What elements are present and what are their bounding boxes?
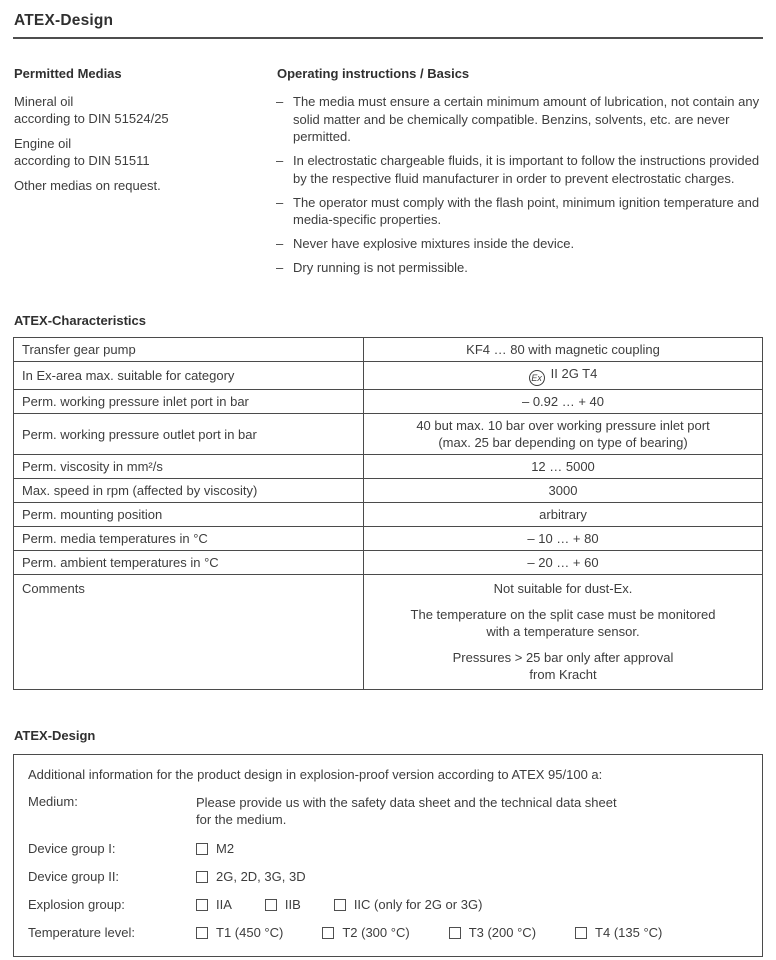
field-label: Medium: [28, 794, 78, 809]
checkbox-option [265, 897, 301, 912]
comment-line: Pressures > 25 bar only after approval [452, 650, 674, 665]
characteristics-table [13, 337, 763, 690]
form-row-explosion-group [28, 897, 748, 912]
media-line: according to DIN 51524/25 [14, 111, 169, 126]
list-item [14, 135, 276, 169]
field-label: Temperature level: [28, 925, 135, 940]
checkbox-iib[interactable] [265, 899, 277, 911]
table-row [14, 362, 763, 390]
row-value: KF4 … 80 with magnetic coupling [364, 338, 763, 362]
permitted-medias-heading: Permitted Medias [14, 66, 122, 81]
checkbox-m2[interactable] [196, 843, 208, 855]
characteristics-heading: ATEX-Characteristics [14, 313, 146, 328]
checkbox-label: IIA [216, 897, 232, 912]
row-label: In Ex-area max. suitable for category [14, 362, 364, 390]
list-item [276, 93, 763, 146]
table-row [14, 455, 763, 479]
media-line: Mineral oil [14, 94, 74, 109]
form-row-device-group-1 [28, 841, 748, 856]
checkbox-label: T1 (450 °C) [216, 925, 284, 940]
list-item [276, 235, 763, 253]
row-label: Perm. viscosity in mm²/s [14, 455, 364, 479]
instruction-text: In electrostatic chargeable fluids, it is important to follow the instructions provided by the respective fluid manufacturer in order to prevent electrostatic charges. [293, 153, 760, 186]
options-group [196, 925, 748, 940]
operating-instructions-heading: Operating instructions / Basics [277, 66, 470, 81]
dash-bullet-icon [276, 152, 293, 187]
checkbox-t3[interactable] [449, 927, 461, 939]
dash-bullet-icon [276, 93, 293, 146]
value-line: 40 but max. 10 bar over working pressure inlet port [416, 418, 710, 433]
row-value [364, 575, 763, 690]
comment-paragraph [372, 606, 754, 640]
dash-bullet-icon [276, 194, 293, 229]
row-label: Transfer gear pump [14, 338, 364, 362]
checkbox-label: M2 [216, 841, 235, 856]
checkbox-label: T4 (135 °C) [595, 925, 663, 940]
comment-line: Not suitable for dust-Ex. [493, 581, 633, 596]
table-row [14, 338, 763, 362]
table-row [14, 551, 763, 575]
row-label: Comments [14, 575, 364, 690]
checkbox-iia[interactable] [196, 899, 208, 911]
dash-bullet-icon [276, 235, 293, 253]
comment-paragraph [372, 649, 754, 683]
instruction-text: Never have explosive mixtures inside the device. [293, 236, 575, 251]
table-row [14, 575, 763, 690]
row-label: Perm. mounting position [14, 503, 364, 527]
value-line: (max. 25 bar depending on type of bearing) [438, 435, 688, 450]
row-label: Perm. working pressure outlet port in bar [14, 414, 364, 455]
checkbox-t1[interactable] [196, 927, 208, 939]
list-item [14, 177, 276, 194]
form-row-temperature-level [28, 925, 748, 940]
options-group [196, 897, 748, 912]
media-line: Engine oil [14, 136, 72, 151]
table-row [14, 414, 763, 455]
checkbox-option [334, 897, 483, 912]
medias-and-instructions-section [13, 66, 763, 283]
options-group [196, 869, 748, 884]
category-value: II 2G T4 [550, 366, 598, 381]
atex-design-form [13, 754, 763, 957]
checkbox-label: T2 (300 °C) [342, 925, 410, 940]
checkbox-label: IIB [284, 897, 301, 912]
list-item [14, 93, 276, 127]
row-value [364, 362, 763, 390]
row-value: 12 … 5000 [364, 455, 763, 479]
list-item [276, 152, 763, 187]
row-value [364, 414, 763, 455]
row-value: – 20 … + 60 [364, 551, 763, 575]
form-intro-text: Additional information for the product design in explosion-proof version according to ATEX 95/100 a: [28, 767, 603, 782]
form-row-medium [28, 794, 748, 828]
list-item [276, 259, 763, 277]
media-line: according to DIN 51511 [14, 153, 150, 168]
ex-atex-icon: Ex [529, 370, 545, 386]
field-label: Device group II: [28, 869, 120, 884]
instruction-text: The operator must comply with the flash point, minimum ignition temperature and media-specific properties. [293, 194, 760, 227]
checkbox-label: 2G, 2D, 3G, 3D [216, 869, 306, 884]
checkbox-iic[interactable] [334, 899, 346, 911]
row-label: Perm. working pressure inlet port in bar [14, 390, 364, 414]
checkbox-option [196, 869, 306, 884]
instruction-text: The media must ensure a certain minimum amount of lubrication, not contain any solid matter and be chemically compatible. Benzins, solvents, etc. are never permitted. [293, 94, 760, 144]
page-title: ATEX-Design [14, 12, 114, 29]
checkbox-option [575, 925, 662, 940]
checkbox-option [322, 925, 409, 940]
checkbox-2g-2d-3g-3d[interactable] [196, 871, 208, 883]
comment-line: The temperature on the split case must be monitored [410, 607, 716, 622]
checkbox-t2[interactable] [322, 927, 334, 939]
medium-line: for the medium. [196, 812, 287, 827]
comment-line: with a temperature sensor. [486, 624, 640, 639]
checkbox-label: IIC (only for 2G or 3G) [353, 897, 483, 912]
checkbox-option [196, 897, 232, 912]
row-value: – 0.92 … + 40 [364, 390, 763, 414]
list-item [276, 194, 763, 229]
table-row [14, 390, 763, 414]
checkbox-option [449, 925, 536, 940]
checkbox-option [196, 841, 234, 856]
operating-instructions-column [276, 66, 763, 283]
field-label: Explosion group: [28, 897, 125, 912]
medium-line: Please provide us with the safety data sheet and the technical data sheet [196, 795, 617, 810]
checkbox-t4[interactable] [575, 927, 587, 939]
table-row [14, 527, 763, 551]
options-group [196, 841, 748, 856]
atex-design-heading: ATEX-Design [14, 728, 96, 743]
checkbox-label: T3 (200 °C) [468, 925, 537, 940]
row-value: – 10 … + 80 [364, 527, 763, 551]
dash-bullet-icon [276, 259, 293, 277]
comment-line: from Kracht [529, 667, 597, 682]
media-line: Other medias on request. [14, 178, 161, 193]
row-label: Perm. ambient temperatures in °C [14, 551, 364, 575]
form-row-device-group-2 [28, 869, 748, 884]
comment-paragraph [372, 580, 754, 597]
row-label: Max. speed in rpm (affected by viscosity) [14, 479, 364, 503]
instruction-text: Dry running is not permissible. [293, 260, 468, 275]
row-value: arbitrary [364, 503, 763, 527]
title-divider [13, 37, 763, 39]
row-value: 3000 [364, 479, 763, 503]
row-label: Perm. media temperatures in °C [14, 527, 364, 551]
checkbox-option [196, 925, 283, 940]
table-row [14, 503, 763, 527]
table-row [14, 479, 763, 503]
field-label: Device group I: [28, 841, 116, 856]
permitted-medias-column [13, 66, 276, 283]
medium-instruction [196, 794, 748, 828]
